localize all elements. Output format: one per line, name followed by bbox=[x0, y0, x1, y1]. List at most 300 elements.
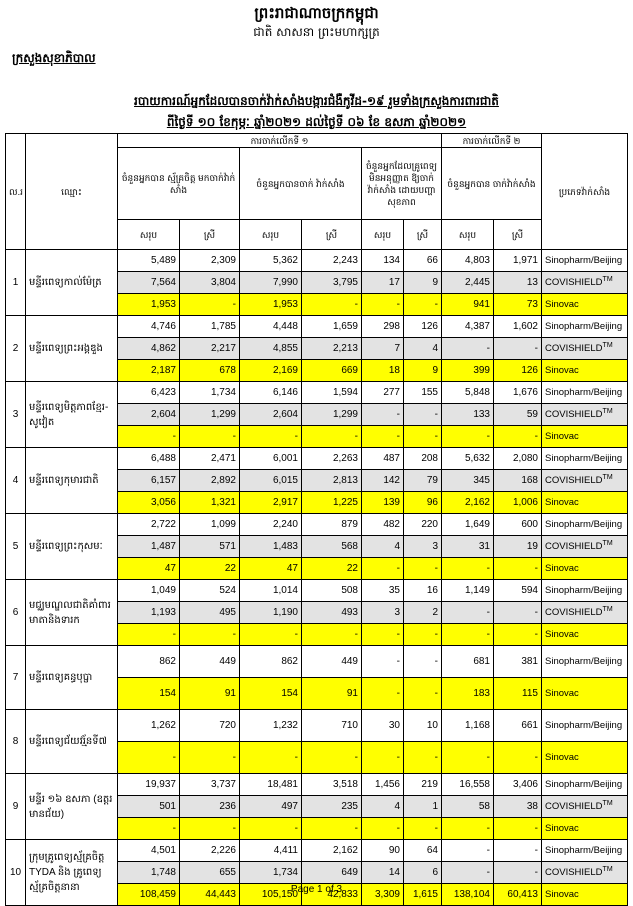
vaccine-type-cell bbox=[542, 360, 628, 382]
data-cell: 1,193 bbox=[118, 602, 180, 624]
vaccine-type-cell bbox=[542, 742, 628, 774]
data-cell: 2,217 bbox=[180, 338, 240, 360]
vaccine-name: Sinopharm/Beijing bbox=[545, 255, 623, 266]
data-cell: - bbox=[404, 294, 442, 316]
data-cell: 2 bbox=[404, 602, 442, 624]
trademark-mark: TM bbox=[602, 540, 613, 548]
hospital-name: មន្ទីរពេទ្យព្រះកុសមៈ bbox=[26, 514, 118, 580]
data-cell: 2,471 bbox=[180, 448, 240, 470]
data-cell: - bbox=[302, 624, 362, 646]
data-cell: 108,459 bbox=[118, 884, 180, 906]
data-cell: - bbox=[362, 294, 404, 316]
data-cell: 138,104 bbox=[442, 884, 494, 906]
data-cell: 4,746 bbox=[118, 316, 180, 338]
data-cell: 10 bbox=[404, 710, 442, 742]
data-cell: 2,243 bbox=[302, 250, 362, 272]
data-cell: - bbox=[442, 862, 494, 884]
data-cell: 4 bbox=[362, 796, 404, 818]
page-footer: Page 1 of 3 bbox=[290, 884, 343, 895]
vaccine-name: Sinovac bbox=[545, 497, 579, 508]
vaccine-name: COVISHIELD bbox=[545, 607, 603, 619]
data-cell: 7 bbox=[362, 338, 404, 360]
data-cell: 38 bbox=[494, 796, 542, 818]
data-cell: 1,971 bbox=[494, 250, 542, 272]
data-cell: 1,734 bbox=[180, 382, 240, 404]
data-cell: 14 bbox=[362, 862, 404, 884]
col-name-header: ឈ្មោះ bbox=[26, 134, 118, 250]
row-number: 7 bbox=[6, 646, 26, 710]
data-cell: - bbox=[240, 426, 302, 448]
data-cell: 2,604 bbox=[240, 404, 302, 426]
data-cell: 59 bbox=[494, 404, 542, 426]
vaccine-name: Sinovac bbox=[545, 299, 579, 310]
row-number: 1 bbox=[6, 250, 26, 316]
data-cell: 3,309 bbox=[362, 884, 404, 906]
data-cell: 142 bbox=[362, 470, 404, 492]
data-cell: 482 bbox=[362, 514, 404, 536]
data-cell: 126 bbox=[404, 316, 442, 338]
data-cell: 79 bbox=[404, 470, 442, 492]
data-cell: 449 bbox=[180, 646, 240, 678]
data-cell: 4 bbox=[404, 338, 442, 360]
data-cell: 879 bbox=[302, 514, 362, 536]
data-cell: 4 bbox=[362, 536, 404, 558]
data-cell: 2,169 bbox=[240, 360, 302, 382]
data-cell: 4,387 bbox=[442, 316, 494, 338]
vaccine-type-cell bbox=[542, 796, 628, 818]
vaccine-name: Sinovac bbox=[545, 563, 579, 574]
data-cell: 1,225 bbox=[302, 492, 362, 514]
vaccine-name: Sinopharm/Beijing bbox=[545, 779, 623, 790]
data-cell: 1,149 bbox=[442, 580, 494, 602]
hospital-name: មន្ទីរ ១៦ ឧសភា (ឧត្តរមានជ័យ) bbox=[26, 774, 118, 840]
data-cell: 449 bbox=[302, 646, 362, 678]
data-cell: 19,937 bbox=[118, 774, 180, 796]
data-cell: 3 bbox=[404, 536, 442, 558]
trademark-mark: TM bbox=[602, 342, 613, 350]
data-cell: 655 bbox=[180, 862, 240, 884]
vaccine-name: Sinopharm/Beijing bbox=[545, 585, 623, 596]
vaccine-name: COVISHIELD bbox=[545, 409, 603, 421]
vaccine-type-cell bbox=[542, 558, 628, 580]
data-cell: 183 bbox=[442, 678, 494, 710]
data-cell: 720 bbox=[180, 710, 240, 742]
data-cell: - bbox=[442, 742, 494, 774]
data-cell: - bbox=[442, 558, 494, 580]
vaccine-type-cell bbox=[542, 840, 628, 862]
vaccinated-header: ចំនួនអ្នកបានចាក់ វ៉ាក់សាំង bbox=[240, 148, 362, 220]
data-cell: 2,722 bbox=[118, 514, 180, 536]
data-cell: 2,892 bbox=[180, 470, 240, 492]
data-cell: - bbox=[442, 602, 494, 624]
vaccine-name: COVISHIELD bbox=[545, 277, 603, 289]
data-cell: - bbox=[404, 742, 442, 774]
data-cell: 501 bbox=[118, 796, 180, 818]
data-cell: 2,917 bbox=[240, 492, 302, 514]
data-cell: 105,150 bbox=[240, 884, 302, 906]
data-cell: 73 bbox=[494, 294, 542, 316]
data-cell: 154 bbox=[240, 678, 302, 710]
data-cell: 345 bbox=[442, 470, 494, 492]
data-cell: 4,803 bbox=[442, 250, 494, 272]
data-cell: - bbox=[180, 624, 240, 646]
data-cell: 13 bbox=[494, 272, 542, 294]
data-cell: - bbox=[240, 742, 302, 774]
data-cell: 18,481 bbox=[240, 774, 302, 796]
hospital-name: មន្ទីរពេទ្យជ័យវរ្ម័នទី៧ bbox=[26, 710, 118, 774]
table-row bbox=[6, 646, 628, 678]
data-cell: 4,855 bbox=[240, 338, 302, 360]
data-cell: 30 bbox=[362, 710, 404, 742]
data-cell: 6,423 bbox=[118, 382, 180, 404]
data-cell: 126 bbox=[494, 360, 542, 382]
data-cell: 1,190 bbox=[240, 602, 302, 624]
hospital-name: មន្ទីរពេទ្យព្រះអង្គឌួង bbox=[26, 316, 118, 382]
data-cell: 5,632 bbox=[442, 448, 494, 470]
vaccine-type-cell bbox=[542, 862, 628, 884]
data-cell: 1,602 bbox=[494, 316, 542, 338]
vaccine-name: Sinovac bbox=[545, 629, 579, 640]
vaccine-name: Sinovac bbox=[545, 365, 579, 376]
hospital-name: មជ្ឈមណ្ឌលជាតិគាំពារមាតានិងទារក bbox=[26, 580, 118, 646]
trademark-mark: TM bbox=[602, 408, 613, 416]
data-cell: 600 bbox=[494, 514, 542, 536]
vaccine-name: COVISHIELD bbox=[545, 343, 603, 355]
data-cell: - bbox=[362, 678, 404, 710]
total-header: សរុប bbox=[240, 220, 302, 250]
data-cell: - bbox=[404, 558, 442, 580]
vaccine-type-cell bbox=[542, 294, 628, 316]
data-cell: 1,594 bbox=[302, 382, 362, 404]
data-cell: 2,309 bbox=[180, 250, 240, 272]
data-cell: - bbox=[494, 862, 542, 884]
table-row bbox=[6, 316, 628, 338]
data-cell: - bbox=[494, 558, 542, 580]
vaccine-type-header: ប្រភេទវ៉ាក់សាំង bbox=[542, 134, 628, 250]
table-row bbox=[6, 382, 628, 404]
vaccine-type-cell bbox=[542, 710, 628, 742]
data-cell: - bbox=[118, 742, 180, 774]
data-cell: 1 bbox=[404, 796, 442, 818]
data-cell: 1,785 bbox=[180, 316, 240, 338]
vaccine-type-cell bbox=[542, 678, 628, 710]
vaccine-name: COVISHIELD bbox=[545, 801, 603, 813]
data-cell: 22 bbox=[180, 558, 240, 580]
data-cell: 3,518 bbox=[302, 774, 362, 796]
data-cell: 9 bbox=[404, 272, 442, 294]
data-cell: 6,488 bbox=[118, 448, 180, 470]
data-cell: 493 bbox=[302, 602, 362, 624]
data-cell: - bbox=[494, 426, 542, 448]
data-cell: 2,213 bbox=[302, 338, 362, 360]
data-cell: 2,162 bbox=[442, 492, 494, 514]
data-cell: 495 bbox=[180, 602, 240, 624]
ministry-name: ក្រសួងសុខាភិបាល bbox=[12, 51, 96, 65]
data-cell: 2,263 bbox=[302, 448, 362, 470]
table-row bbox=[6, 250, 628, 272]
data-cell: 1,953 bbox=[240, 294, 302, 316]
data-cell: 235 bbox=[302, 796, 362, 818]
female-header: ស្រី bbox=[494, 220, 542, 250]
data-cell: - bbox=[118, 426, 180, 448]
data-cell: - bbox=[362, 426, 404, 448]
data-cell: 3 bbox=[362, 602, 404, 624]
data-cell: - bbox=[494, 818, 542, 840]
trademark-mark: TM bbox=[602, 276, 613, 284]
vaccine-type-cell bbox=[542, 818, 628, 840]
data-cell: 168 bbox=[494, 470, 542, 492]
data-cell: 91 bbox=[180, 678, 240, 710]
vaccine-name: Sinopharm/Beijing bbox=[545, 845, 623, 856]
vaccine-type-cell bbox=[542, 426, 628, 448]
data-cell: 3,737 bbox=[180, 774, 240, 796]
vaccine-type-cell bbox=[542, 580, 628, 602]
total-header: សរុប bbox=[362, 220, 404, 250]
data-cell: 35 bbox=[362, 580, 404, 602]
data-cell: 1,483 bbox=[240, 536, 302, 558]
hospital-name: មន្ទីរពេទ្យកុមារជាតិ bbox=[26, 448, 118, 514]
vaccine-name: Sinovac bbox=[545, 431, 579, 442]
row-number: 6 bbox=[6, 580, 26, 646]
data-cell: 134 bbox=[362, 250, 404, 272]
data-cell: 710 bbox=[302, 710, 362, 742]
data-cell: 2,445 bbox=[442, 272, 494, 294]
data-cell: 1,649 bbox=[442, 514, 494, 536]
data-cell: - bbox=[404, 404, 442, 426]
data-cell: 1,049 bbox=[118, 580, 180, 602]
row-number: 9 bbox=[6, 774, 26, 840]
row-number: 2 bbox=[6, 316, 26, 382]
vaccine-name: Sinopharm/Beijing bbox=[545, 720, 623, 731]
data-cell: 31 bbox=[442, 536, 494, 558]
data-cell: 19 bbox=[494, 536, 542, 558]
row-number: 4 bbox=[6, 448, 26, 514]
table-row bbox=[6, 774, 628, 796]
hospital-name: ក្រុមគ្រូពេទ្យស្ម័គ្រចិត្ត TYDA និង គ្រូពេទ្យស្ម័គ្រចិត្តនានា bbox=[26, 840, 118, 906]
data-cell: 154 bbox=[118, 678, 180, 710]
data-cell: 1,168 bbox=[442, 710, 494, 742]
data-cell: - bbox=[494, 840, 542, 862]
data-cell: 1,487 bbox=[118, 536, 180, 558]
vaccine-type-cell bbox=[542, 624, 628, 646]
data-cell: - bbox=[362, 742, 404, 774]
data-cell: - bbox=[442, 426, 494, 448]
report-period: ពីថ្ងៃទី ១០ ខែកុម្ភៈ ឆ្នាំ២០២១ ដល់ថ្ងៃទី ០៦ ខែ ឧសភា ឆ្នាំ២០២១ bbox=[166, 115, 467, 129]
data-cell: - bbox=[362, 646, 404, 678]
data-cell: 4,862 bbox=[118, 338, 180, 360]
data-cell: 139 bbox=[362, 492, 404, 514]
vaccine-type-cell bbox=[542, 338, 628, 360]
data-cell: 497 bbox=[240, 796, 302, 818]
data-cell: 1,262 bbox=[118, 710, 180, 742]
data-cell: 1,659 bbox=[302, 316, 362, 338]
data-cell: 64 bbox=[404, 840, 442, 862]
data-cell: 6 bbox=[404, 862, 442, 884]
data-cell: 3,056 bbox=[118, 492, 180, 514]
data-cell: 678 bbox=[180, 360, 240, 382]
vaccine-type-cell bbox=[542, 382, 628, 404]
data-cell: 4,501 bbox=[118, 840, 180, 862]
data-cell: 2,080 bbox=[494, 448, 542, 470]
data-cell: - bbox=[442, 624, 494, 646]
data-cell: 2,226 bbox=[180, 840, 240, 862]
vaccine-type-cell bbox=[542, 316, 628, 338]
data-cell: 47 bbox=[240, 558, 302, 580]
data-cell: 91 bbox=[302, 678, 362, 710]
data-cell: 42,833 bbox=[302, 884, 362, 906]
table-row bbox=[6, 514, 628, 536]
vaccine-name: Sinovac bbox=[545, 889, 579, 900]
data-cell: - bbox=[404, 646, 442, 678]
data-cell: 2,162 bbox=[302, 840, 362, 862]
vaccine-name: Sinovac bbox=[545, 752, 579, 763]
data-cell: - bbox=[302, 426, 362, 448]
kingdom-title: ព្រះរាជាណាចក្រកម្ពុជា bbox=[254, 4, 379, 22]
data-cell: 1,456 bbox=[362, 774, 404, 796]
vaccine-type-cell bbox=[542, 272, 628, 294]
trademark-mark: TM bbox=[602, 474, 613, 482]
table-row bbox=[6, 580, 628, 602]
motto: ជាតិ សាសនា ព្រះមហាក្សត្រ bbox=[253, 25, 380, 39]
data-cell: 1,748 bbox=[118, 862, 180, 884]
trademark-mark: TM bbox=[602, 606, 613, 614]
data-cell: 1,014 bbox=[240, 580, 302, 602]
data-cell: - bbox=[404, 818, 442, 840]
vaccine-type-cell bbox=[542, 448, 628, 470]
data-cell: 155 bbox=[404, 382, 442, 404]
data-cell: - bbox=[302, 818, 362, 840]
vaccine-name: Sinovac bbox=[545, 823, 579, 834]
row-number: 10 bbox=[6, 840, 26, 906]
data-cell: 594 bbox=[494, 580, 542, 602]
data-cell: 16 bbox=[404, 580, 442, 602]
data-cell: 568 bbox=[302, 536, 362, 558]
data-cell: 2,187 bbox=[118, 360, 180, 382]
data-cell: 1,232 bbox=[240, 710, 302, 742]
vaccination-table bbox=[5, 133, 628, 906]
vaccine-name: Sinovac bbox=[545, 688, 579, 699]
data-cell: 381 bbox=[494, 646, 542, 678]
vaccine-type-cell bbox=[542, 470, 628, 492]
vaccine-name: Sinopharm/Beijing bbox=[545, 519, 623, 530]
data-cell: - bbox=[180, 426, 240, 448]
data-cell: 3,804 bbox=[180, 272, 240, 294]
vaccine-type-cell bbox=[542, 514, 628, 536]
data-cell: 508 bbox=[302, 580, 362, 602]
data-cell: 298 bbox=[362, 316, 404, 338]
vaccine-type-cell bbox=[542, 404, 628, 426]
data-cell: 941 bbox=[442, 294, 494, 316]
total-header: សរុប bbox=[118, 220, 180, 250]
data-cell: - bbox=[118, 624, 180, 646]
data-cell: 6,146 bbox=[240, 382, 302, 404]
data-cell: 9 bbox=[404, 360, 442, 382]
data-cell: - bbox=[494, 602, 542, 624]
data-cell: 115 bbox=[494, 678, 542, 710]
hospital-name: មន្ទីរពេទ្យមិត្តភាពខ្មែរ-សូវៀត bbox=[26, 382, 118, 448]
data-cell: 236 bbox=[180, 796, 240, 818]
data-cell: 1,006 bbox=[494, 492, 542, 514]
data-cell: 524 bbox=[180, 580, 240, 602]
table-row bbox=[6, 840, 628, 862]
row-number: 8 bbox=[6, 710, 26, 774]
data-cell: 681 bbox=[442, 646, 494, 678]
data-cell: 6,001 bbox=[240, 448, 302, 470]
vaccine-name: Sinopharm/Beijing bbox=[545, 387, 623, 398]
data-cell: 862 bbox=[118, 646, 180, 678]
data-cell: 6,015 bbox=[240, 470, 302, 492]
registered-header: ចំនួនអ្នកបាន ស្ម័គ្រចិត្ត មកចាក់វ៉ាក់សាំង bbox=[118, 148, 240, 220]
data-cell: 1,676 bbox=[494, 382, 542, 404]
vaccine-type-cell bbox=[542, 646, 628, 678]
data-cell: 1,099 bbox=[180, 514, 240, 536]
data-cell: 6,157 bbox=[118, 470, 180, 492]
vaccine-type-cell bbox=[542, 602, 628, 624]
hospital-name: មន្ទីរពេទ្យកាល់ម៉ែត្រ bbox=[26, 250, 118, 316]
data-cell: - bbox=[362, 818, 404, 840]
female-header: ស្រី bbox=[302, 220, 362, 250]
data-cell: 2,813 bbox=[302, 470, 362, 492]
data-cell: 219 bbox=[404, 774, 442, 796]
data-cell: 17 bbox=[362, 272, 404, 294]
data-cell: 66 bbox=[404, 250, 442, 272]
data-cell: - bbox=[180, 294, 240, 316]
data-cell: 90 bbox=[362, 840, 404, 862]
data-cell: - bbox=[442, 840, 494, 862]
data-cell: 1,615 bbox=[404, 884, 442, 906]
data-cell: 1,321 bbox=[180, 492, 240, 514]
data-cell: 1,299 bbox=[180, 404, 240, 426]
data-cell: - bbox=[442, 818, 494, 840]
data-cell: 649 bbox=[302, 862, 362, 884]
dose2-vaccinated-header: ចំនួនអ្នកបាន ចាក់វ៉ាក់សាំង bbox=[442, 148, 542, 220]
data-cell: 220 bbox=[404, 514, 442, 536]
data-cell: 1,953 bbox=[118, 294, 180, 316]
data-cell: 5,489 bbox=[118, 250, 180, 272]
data-cell: - bbox=[180, 742, 240, 774]
data-cell: 2,604 bbox=[118, 404, 180, 426]
vaccine-name: Sinopharm/Beijing bbox=[545, 656, 623, 667]
col-no-header: ល.រ bbox=[6, 134, 26, 250]
data-cell: 133 bbox=[442, 404, 494, 426]
row-number: 5 bbox=[6, 514, 26, 580]
report-title: របាយការណ៍អ្នកដែលបានចាក់វ៉ាក់សាំងបង្ការជំងឺកូវីដ-១៩ រួមទាំងក្រសួងការពារជាតិ bbox=[134, 94, 499, 108]
vaccine-type-cell bbox=[542, 774, 628, 796]
table-body bbox=[6, 250, 628, 906]
data-cell: - bbox=[240, 818, 302, 840]
vaccine-name: COVISHIELD bbox=[545, 475, 603, 487]
data-cell: - bbox=[362, 624, 404, 646]
data-cell: 7,990 bbox=[240, 272, 302, 294]
data-cell: 16,558 bbox=[442, 774, 494, 796]
vaccine-type-cell bbox=[542, 250, 628, 272]
data-cell: 3,406 bbox=[494, 774, 542, 796]
data-cell: 60,413 bbox=[494, 884, 542, 906]
data-cell: 1,299 bbox=[302, 404, 362, 426]
data-cell: - bbox=[494, 338, 542, 360]
trademark-mark: TM bbox=[602, 866, 613, 874]
data-cell: 96 bbox=[404, 492, 442, 514]
not-eligible-header: ចំនួនអ្នកដែលគ្រូពេទ្យ មិនអនុញ្ញាត ឱ្យចាក់វ៉ាក់សាំង ដោយបញ្ហា សុខភាព bbox=[362, 148, 442, 220]
vaccine-name: Sinopharm/Beijing bbox=[545, 321, 623, 332]
data-cell: - bbox=[302, 294, 362, 316]
table-row bbox=[6, 710, 628, 742]
data-cell: 1,734 bbox=[240, 862, 302, 884]
data-cell: 58 bbox=[442, 796, 494, 818]
data-cell: 5,362 bbox=[240, 250, 302, 272]
data-cell: - bbox=[404, 426, 442, 448]
data-cell: - bbox=[404, 624, 442, 646]
